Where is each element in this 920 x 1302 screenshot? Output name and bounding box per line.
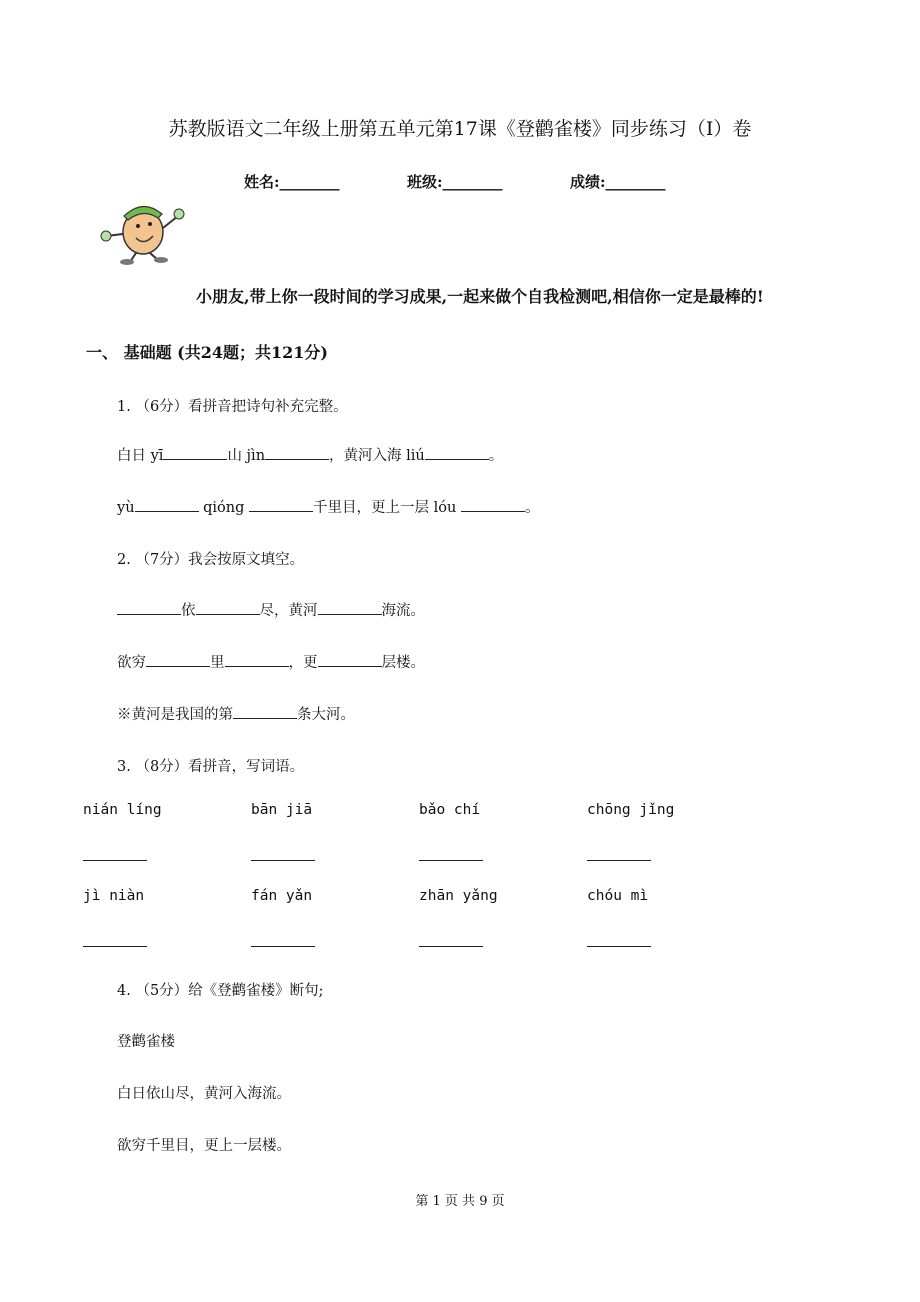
answer-blank[interactable] — [265, 445, 329, 460]
question-3-stem: 3. （8分）看拼音，写词语。 — [117, 759, 305, 775]
answer-blank[interactable] — [83, 932, 147, 947]
score-field-label: 成绩:________ — [570, 173, 666, 191]
answer-blank[interactable] — [249, 497, 313, 512]
q2-text-segment: 海流。 — [381, 603, 425, 619]
section-heading: 一、 基础题 (共24题；共121分) — [86, 343, 328, 362]
question-1-line-2 — [117, 496, 539, 517]
q1-text-segment: qióng — [198, 500, 250, 516]
pinyin-item: bǎo chí — [419, 802, 481, 818]
name-field-label: 姓名:________ — [244, 173, 340, 191]
question-1-stem: 1. （6分）看拼音把诗句补充完整。 — [117, 399, 348, 415]
answer-blank[interactable] — [117, 600, 181, 615]
q1-text-segment: yù — [117, 500, 135, 516]
q2-text-segment: 层楼。 — [381, 655, 425, 671]
q1-text-segment: 山 jìn — [227, 448, 266, 464]
answer-blank[interactable] — [163, 445, 227, 460]
answer-blank[interactable] — [419, 846, 483, 861]
answer-blank[interactable] — [318, 600, 382, 615]
answer-blank[interactable] — [83, 846, 147, 861]
poem-line: 白日依山尽，黄河入海流。 — [117, 1086, 291, 1102]
answer-blank[interactable] — [461, 497, 525, 512]
question-2-line-2 — [117, 651, 425, 672]
answer-blank[interactable] — [587, 932, 651, 947]
answer-blank[interactable] — [135, 497, 199, 512]
question-2-line-3 — [117, 703, 355, 724]
answer-blank[interactable] — [146, 652, 210, 667]
answer-blank[interactable] — [587, 846, 651, 861]
q2-text-segment: 依 — [181, 603, 196, 619]
page-title: 苏教版语文二年级上册第五单元第17课《登鹳雀楼》同步练习（I）卷 — [168, 118, 752, 140]
q1-text-segment: ，黄河入海 liú — [329, 448, 425, 464]
poem-title: 登鹳雀楼 — [117, 1034, 175, 1050]
question-2-line-1 — [117, 599, 425, 620]
q1-text-segment: 千里目，更上一层 lóu — [313, 500, 461, 516]
pinyin-item: fán yǎn — [251, 888, 313, 904]
question-4-stem: 4. （5分）给《登鹳雀楼》断句; — [117, 983, 324, 999]
encouragement-text: 小朋友,带上你一段时间的学习成果,一起来做个自我检测吧,相信你一定是最棒的! — [196, 287, 764, 306]
answer-blank[interactable] — [318, 652, 382, 667]
q2-text-segment: 条大河。 — [297, 707, 355, 723]
pinyin-item: jì niàn — [83, 888, 145, 904]
pinyin-item: nián líng — [83, 802, 162, 818]
answer-blank[interactable] — [425, 445, 489, 460]
q1-text-segment: 白日 yī — [117, 448, 164, 464]
pinyin-item: chóu mì — [587, 888, 649, 904]
q2-text-segment: ，更 — [288, 655, 318, 671]
poem-line: 欲穷千里目，更上一层楼。 — [117, 1138, 291, 1154]
q1-text-segment: 。 — [524, 500, 540, 516]
answer-blank[interactable] — [196, 600, 260, 615]
q1-text-segment: 。 — [488, 448, 504, 464]
pinyin-item: chōng jǐng — [587, 802, 675, 818]
q2-text-segment: 尽，黄河 — [259, 603, 318, 619]
class-field-label: 班级:________ — [407, 173, 503, 191]
pinyin-item: zhān yǎng — [419, 888, 498, 904]
question-2-stem: 2. （7分）我会按原文填空。 — [117, 552, 305, 568]
page-footer: 第 1 页 共 9 页 — [415, 1194, 505, 1209]
q2-text-segment: ※黄河是我国的第 — [117, 707, 233, 723]
q2-text-segment: 欲穷 — [117, 655, 146, 671]
q2-text-segment: 里 — [210, 655, 225, 671]
pinyin-item: bān jiā — [251, 802, 313, 818]
mascot-illustration — [98, 196, 188, 266]
answer-blank[interactable] — [251, 846, 315, 861]
answer-blank[interactable] — [225, 652, 289, 667]
answer-blank[interactable] — [251, 932, 315, 947]
answer-blank[interactable] — [419, 932, 483, 947]
answer-blank[interactable] — [233, 704, 297, 719]
question-1-line-1 — [117, 444, 503, 465]
